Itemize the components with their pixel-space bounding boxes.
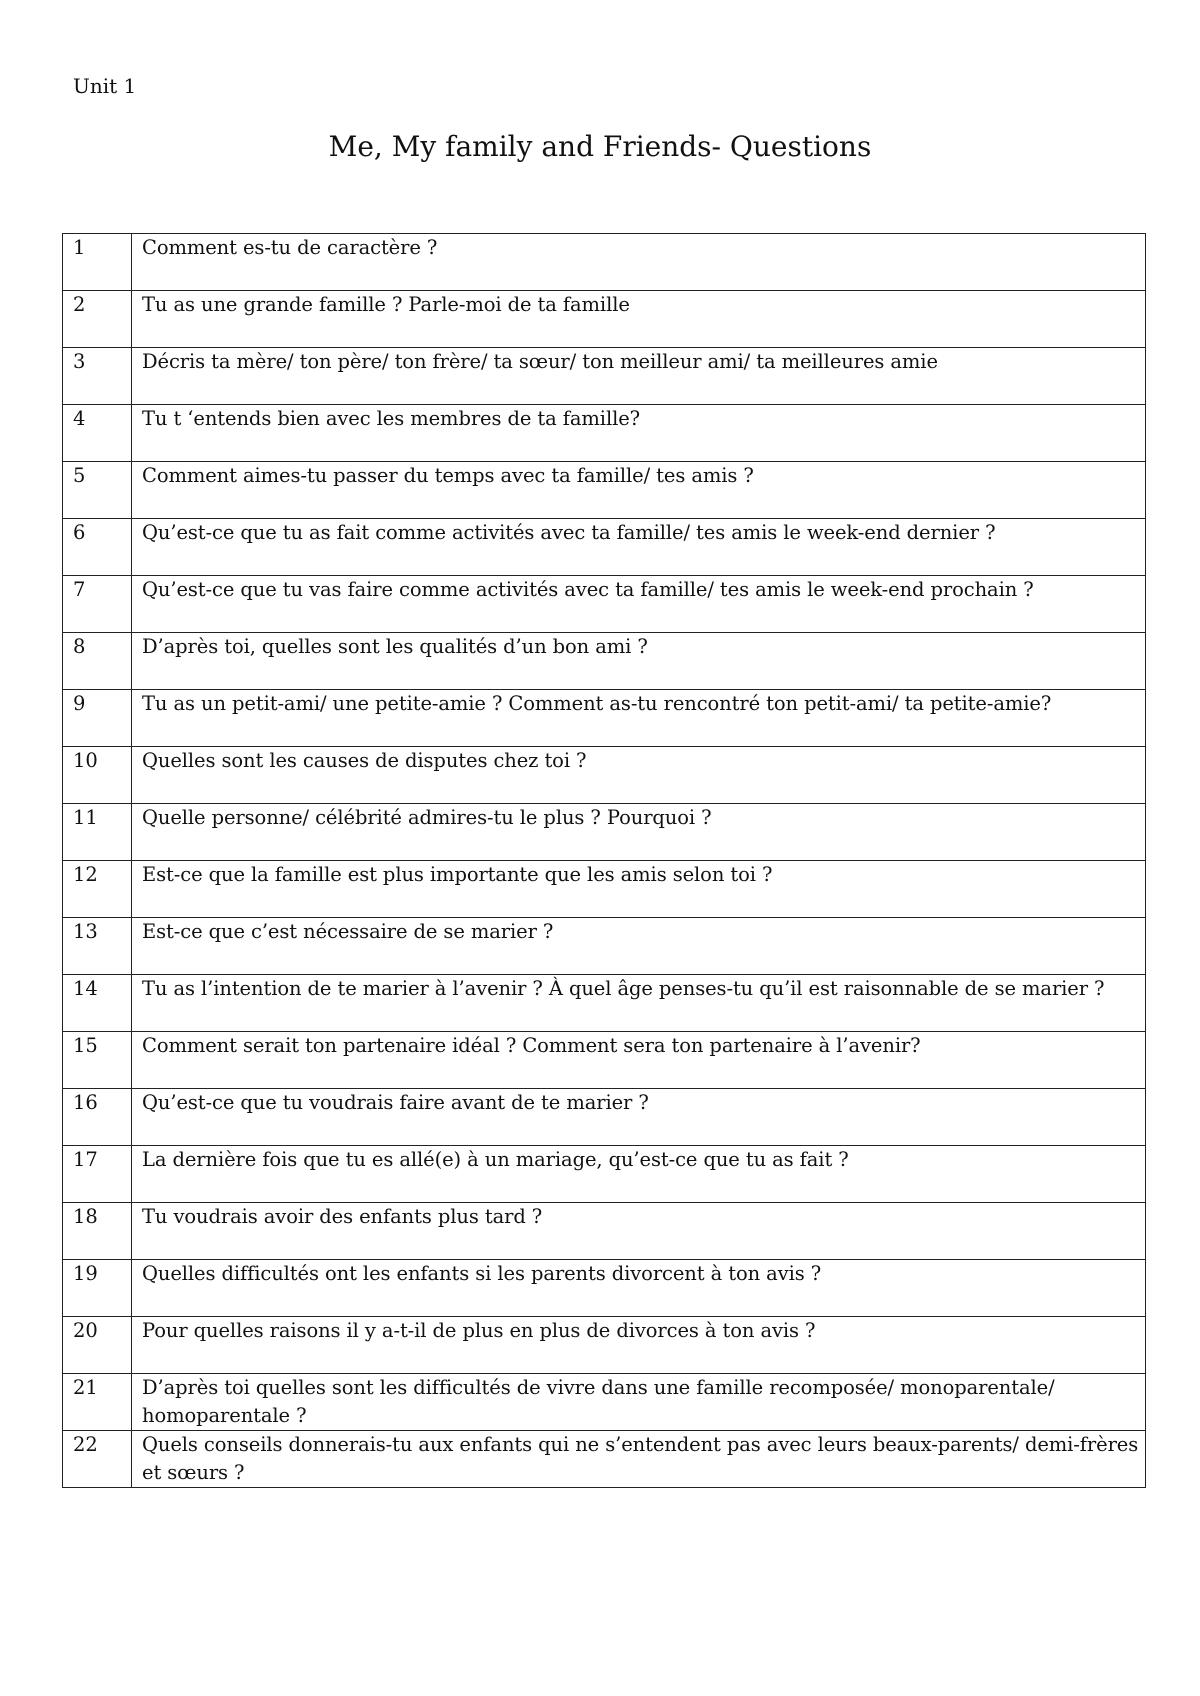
table-row bbox=[63, 690, 1146, 747]
table-row bbox=[63, 633, 1146, 690]
table-row bbox=[63, 519, 1146, 576]
question-text: Quels conseils donnerais-tu aux enfants qui ne s’entendent pas avec leurs beaux-parents/ demi-frères et sœurs ? bbox=[132, 1431, 1146, 1488]
question-number: 6 bbox=[63, 519, 132, 576]
table-row bbox=[63, 804, 1146, 861]
question-number: 3 bbox=[63, 348, 132, 405]
question-text: Tu t ‘entends bien avec les membres de ta famille? bbox=[132, 405, 1146, 462]
question-number: 19 bbox=[63, 1260, 132, 1317]
question-number: 11 bbox=[63, 804, 132, 861]
table-row bbox=[63, 1089, 1146, 1146]
table-row bbox=[63, 234, 1146, 291]
question-text: D’après toi quelles sont les difficultés de vivre dans une famille recomposée/ monoparentale/ homoparentale ? bbox=[132, 1374, 1146, 1431]
table-row bbox=[63, 747, 1146, 804]
question-number: 9 bbox=[63, 690, 132, 747]
table-row bbox=[63, 975, 1146, 1032]
question-text: Qu’est-ce que tu voudrais faire avant de te marier ? bbox=[132, 1089, 1146, 1146]
question-text: Quelles sont les causes de disputes chez toi ? bbox=[132, 747, 1146, 804]
table-row bbox=[63, 348, 1146, 405]
question-text: Décris ta mère/ ton père/ ton frère/ ta sœur/ ton meilleur ami/ ta meilleures amie bbox=[132, 348, 1146, 405]
question-number: 12 bbox=[63, 861, 132, 918]
table-row bbox=[63, 576, 1146, 633]
question-text: Quelles difficultés ont les enfants si les parents divorcent à ton avis ? bbox=[132, 1260, 1146, 1317]
question-text: Comment aimes-tu passer du temps avec ta famille/ tes amis ? bbox=[132, 462, 1146, 519]
question-number: 22 bbox=[63, 1431, 132, 1488]
question-number: 7 bbox=[63, 576, 132, 633]
table-row bbox=[63, 291, 1146, 348]
table-row bbox=[63, 861, 1146, 918]
table-row bbox=[63, 405, 1146, 462]
table-row bbox=[63, 462, 1146, 519]
question-number: 4 bbox=[63, 405, 132, 462]
question-text: Est-ce que la famille est plus importante que les amis selon toi ? bbox=[132, 861, 1146, 918]
question-number: 15 bbox=[63, 1032, 132, 1089]
question-text: Pour quelles raisons il y a-t-il de plus en plus de divorces à ton avis ? bbox=[132, 1317, 1146, 1374]
question-number: 20 bbox=[63, 1317, 132, 1374]
question-text: La dernière fois que tu es allé(e) à un mariage, qu’est-ce que tu as fait ? bbox=[132, 1146, 1146, 1203]
question-number: 14 bbox=[63, 975, 132, 1032]
question-text: Tu voudrais avoir des enfants plus tard ? bbox=[132, 1203, 1146, 1260]
questions-table bbox=[62, 233, 1146, 1488]
question-text: Tu as un petit-ami/ une petite-amie ? Comment as-tu rencontré ton petit-ami/ ta petite-amie? bbox=[132, 690, 1146, 747]
table-row bbox=[63, 1431, 1146, 1488]
question-number: 8 bbox=[63, 633, 132, 690]
question-number: 2 bbox=[63, 291, 132, 348]
question-text: Tu as une grande famille ? Parle-moi de ta famille bbox=[132, 291, 1146, 348]
table-row bbox=[63, 1203, 1146, 1260]
question-number: 13 bbox=[63, 918, 132, 975]
question-text: Tu as l’intention de te marier à l’avenir ? À quel âge penses-tu qu’il est raisonnable de se marier ? bbox=[132, 975, 1146, 1032]
unit-label: Unit 1 bbox=[73, 74, 137, 98]
question-text: D’après toi, quelles sont les qualités d’un bon ami ? bbox=[132, 633, 1146, 690]
question-number: 18 bbox=[63, 1203, 132, 1260]
question-number: 21 bbox=[63, 1374, 132, 1431]
table-row bbox=[63, 1374, 1146, 1431]
table-row bbox=[63, 1260, 1146, 1317]
document-title: Me, My family and Friends- Questions bbox=[328, 130, 872, 163]
table-row bbox=[63, 1032, 1146, 1089]
question-number: 10 bbox=[63, 747, 132, 804]
question-number: 16 bbox=[63, 1089, 132, 1146]
table-row bbox=[63, 1317, 1146, 1374]
question-text: Quelle personne/ célébrité admires-tu le plus ? Pourquoi ? bbox=[132, 804, 1146, 861]
table-row bbox=[63, 1146, 1146, 1203]
question-text: Comment serait ton partenaire idéal ? Comment sera ton partenaire à l’avenir? bbox=[132, 1032, 1146, 1089]
question-number: 17 bbox=[63, 1146, 132, 1203]
question-text: Qu’est-ce que tu vas faire comme activités avec ta famille/ tes amis le week-end prochain ? bbox=[132, 576, 1146, 633]
question-text: Qu’est-ce que tu as fait comme activités avec ta famille/ tes amis le week-end dernier ? bbox=[132, 519, 1146, 576]
question-text: Comment es-tu de caractère ? bbox=[132, 234, 1146, 291]
table-row bbox=[63, 918, 1146, 975]
question-text: Est-ce que c’est nécessaire de se marier ? bbox=[132, 918, 1146, 975]
question-number: 5 bbox=[63, 462, 132, 519]
question-number: 1 bbox=[63, 234, 132, 291]
